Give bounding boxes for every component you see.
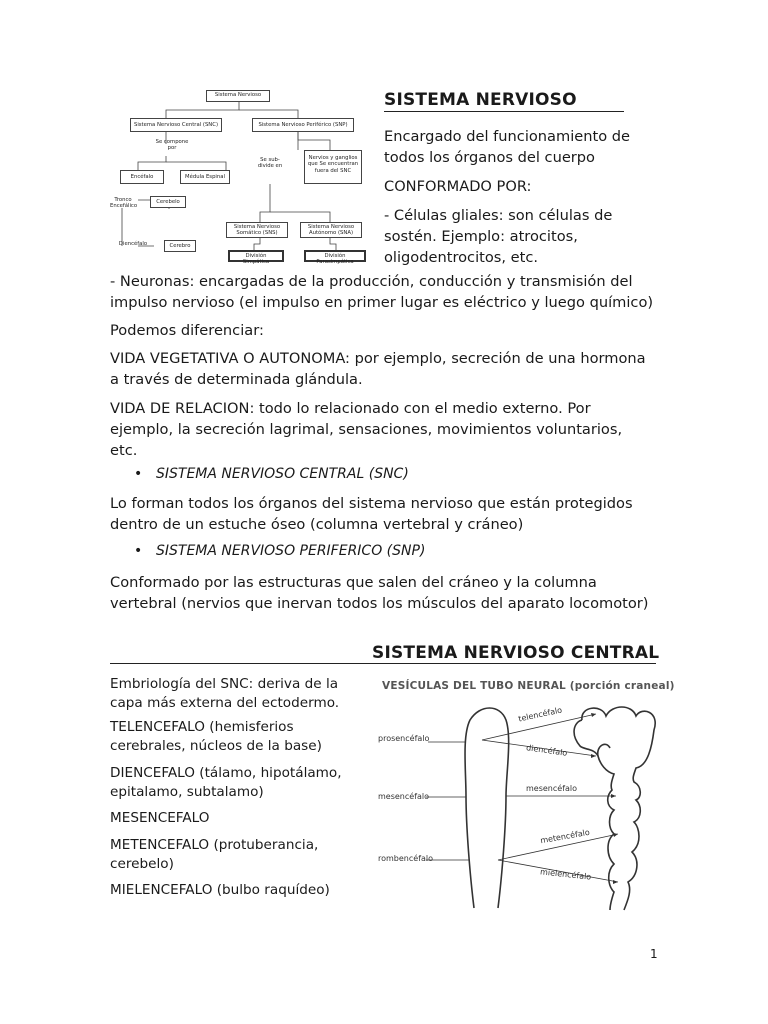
flowchart-encefalo: Encéfalo [120,170,164,184]
neuronas-paragraph: - Neuronas: encargadas de la producción, conducción y transmisión del impulso nervioso (el impulso en primer lugar es eléctrico y luego químico) [110,273,654,311]
bullet-snp: • SISTEMA NERVIOSO PERIFERICO (SNP) [156,543,425,559]
flowchart-nervios-ganglios: Nervios y ganglios que Se encuentran fuera del SNC [304,150,362,184]
conformado-por: CONFORMADO POR: [384,178,532,195]
telencefalo-paragraph: TELENCEFALO (hemisferios cerebrales, núcleos de la base) [110,719,322,754]
flowchart-parasimpatica: División Parasimpática [304,250,366,262]
flowchart-medula: Médula Espinal [180,170,230,184]
mesencefalo-paragraph: MESENCEFALO [110,810,210,826]
podemos-diferenciar: Podemos diferenciar: [110,322,264,339]
label-mielencefalo: mielencéfalo [539,867,592,882]
page-number: 1 [650,947,658,961]
vida-relacion-paragraph: VIDA DE RELACION: todo lo relacionado con el medio externo. Por ejemplo, la secreción lagrimal, sensaciones, movimientos voluntarios, etc. [110,400,623,459]
snc-description: Lo forman todos los órganos del sistema nervioso que están protegidos dentro de un estuche óseo (columna vertebral y cráneo) [110,495,633,533]
flowchart-se-subdivide-en: Se sub-divide en [257,157,283,170]
label-rombencefalo: rombencéfalo [378,854,434,863]
flowchart-cerebelo: Cerebelo [150,196,186,208]
label-mesencefalo-left: mesencéfalo [378,792,430,801]
snp-description: Conformado por las estructuras que salen del cráneo y la columna vertebral (nervios que inervan todos los músculos del aparato locomotor) [110,574,649,612]
flowchart-autonomo: Sistema Nervioso Autónomo (SNA) [300,222,362,238]
nervous-system-flowchart [108,84,370,270]
figure-title: VESÍCULAS DEL TUBO NEURAL (porción craneal) [382,680,675,692]
diencefalo-paragraph: DIENCEFALO (tálamo, hipotálamo, epitalamo, subtalamo) [110,765,342,800]
neural-tube-figure [370,676,675,916]
celulas-gliales: - Células gliales: son células de sostén. Ejemplo: atrocitos, oligodentrocitos, etc. [384,207,613,266]
section-divider [110,663,656,664]
bullet-snc: • SISTEMA NERVIOSO CENTRAL (SNC) [156,466,409,482]
flowchart-tronco: Tronco Encefálico [110,197,138,210]
vida-vegetativa-paragraph: VIDA VEGETATIVA O AUTONOMA: por ejemplo, secreción de una hormona a través de determinada glándula. [110,350,646,388]
intro-paragraph: Encargado del funcionamiento de todos los órganos del cuerpo [384,128,631,166]
flowchart-simpatica: División Simpática [228,250,284,262]
label-diencefalo: diencéfalo [525,743,568,758]
mielencefalo-paragraph: MIELENCEFALO (bulbo raquídeo) [110,882,330,898]
section-title-snc: SISTEMA NERVIOSO CENTRAL [372,643,660,663]
metencefalo-paragraph: METENCEFALO (protuberancia, cerebelo) [110,837,319,872]
flowchart-snc: Sistema Nervioso Central (SNC) [130,118,222,132]
flowchart-snp: Sistema Nervioso Periférico (SNP) [252,118,354,132]
label-prosencefalo: prosencéfalo [378,734,430,743]
label-metencefalo: metencéfalo [539,827,591,846]
flowchart-diencefalo: Diencéfalo [118,241,148,247]
label-mesencefalo-right: mesencéfalo [526,784,578,793]
page-title: SISTEMA NERVIOSO [384,90,624,112]
flowchart-se-compone-por: Se compone por [155,139,189,152]
flowchart-cerebro: Cerebro [164,240,196,252]
flowchart-somatico: Sistema Nervioso Somático (SNS) [226,222,288,238]
label-telencefalo: telencéfalo [517,705,563,724]
embriologia-paragraph: Embriología del SNC: deriva de la capa más externa del ectodermo. [110,676,340,711]
flowchart-root: Sistema Nervioso [206,90,270,102]
